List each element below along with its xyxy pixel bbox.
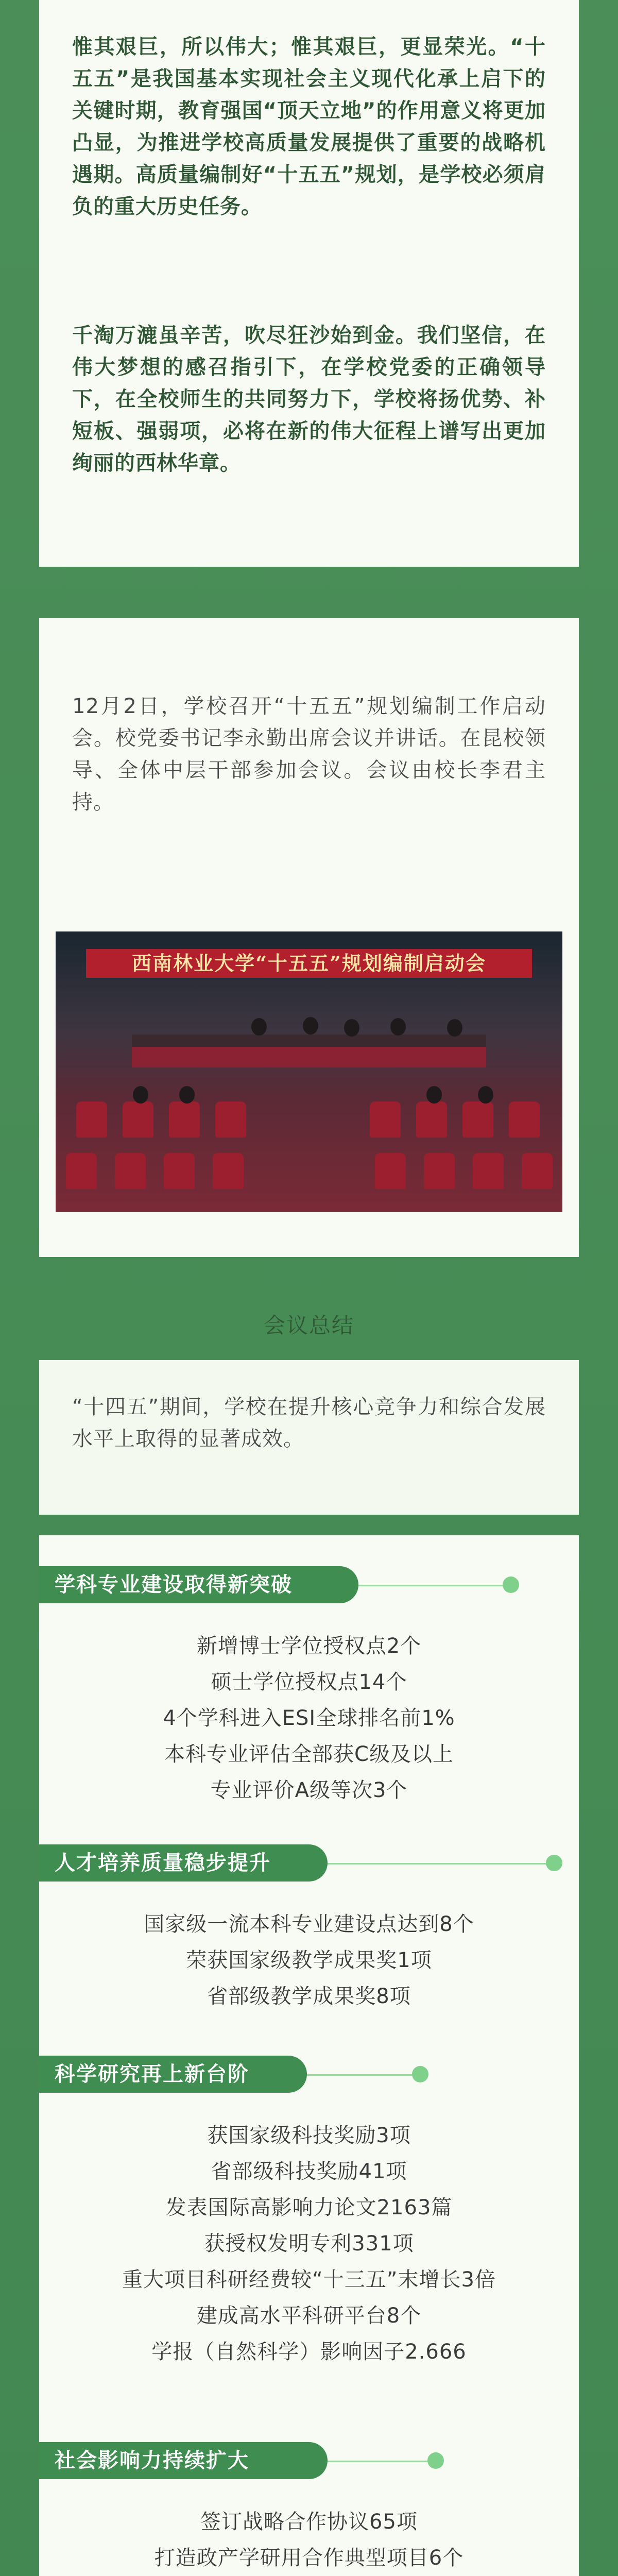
header-dot — [412, 2066, 428, 2082]
section-list — [39, 2504, 579, 2576]
section-list — [39, 2117, 579, 2370]
list-item: 发表国际高影响力论文2163篇 — [165, 2196, 453, 2219]
podium — [132, 1035, 487, 1047]
list-item: 新增博士学位授权点2个 — [196, 1634, 422, 1658]
list-item: 国家级一流本科专业建设点达到8个 — [144, 1912, 474, 1936]
list-item: 4个学科进入ESI全球排名前1% — [163, 1706, 455, 1730]
header-dot — [503, 1577, 519, 1593]
seat-row — [56, 1153, 562, 1189]
person-head — [133, 1086, 148, 1104]
photo-banner: 西南林业大学“十五五”规划编制启动会 — [86, 949, 532, 978]
section-header: 社会影响力持续扩大 — [39, 2442, 328, 2479]
list-item: 建成高水平科研平台8个 — [196, 2304, 422, 2328]
list-item: 签订战略合作协议65项 — [200, 2510, 418, 2534]
section-header: 科学研究再上新台阶 — [39, 2056, 307, 2093]
person-head — [478, 1086, 493, 1104]
person-head — [344, 1019, 359, 1037]
list-item: 打造政产学研用合作典型项目6个 — [154, 2546, 464, 2570]
header-dot — [546, 1855, 562, 1871]
seat-row — [56, 1101, 562, 1138]
section-header: 学科专业建设取得新突破 — [39, 1566, 358, 1603]
meeting-photo — [56, 931, 562, 1212]
summary-intro: “十四五”期间，学校在提升核心竞争力和综合发展水平上取得的显著成效。 — [72, 1395, 546, 1451]
person-head — [303, 1017, 318, 1035]
person-head — [390, 1018, 406, 1036]
person-head — [179, 1086, 195, 1104]
header-dot — [427, 2452, 444, 2469]
header-line — [328, 2461, 431, 2462]
list-item: 省部级科技奖励41项 — [211, 2160, 407, 2183]
list-item: 获国家级科技奖励3项 — [207, 2124, 411, 2147]
section-list — [39, 1628, 579, 1808]
list-item: 荣获国家级教学成果奖1项 — [186, 1948, 432, 1972]
list-item: 重大项目科研经费较“十三五”末增长3倍 — [122, 2268, 496, 2292]
header-line — [358, 1585, 508, 1586]
list-item: 学报（自然科学）影响因子2.666 — [151, 2340, 467, 2364]
list-item: 获授权发明专利331项 — [204, 2232, 414, 2256]
intro-paragraph-1: 惟其艰巨，所以伟大；惟其艰巨，更显荣光。“十五五”是我国基本实现社会主义现代化承上启下的关键时期，教育强国“顶天立地”的作用意义将更加凸显，为推进学校高质量发展提供了重要的战略机遇期。高质量编制好“十五五”规划，是学校必须肩负的重大历史任务。 — [72, 35, 546, 218]
list-item: 专业评价A级等次3个 — [210, 1778, 408, 1802]
meeting-text: 12月2日，学校召开“十五五”规划编制工作启动会。校党委书记李永勤出席会议并讲话。在昆校领导、全体中层干部参加会议。会议由校长李君主持。 — [72, 694, 546, 814]
list-item: 本科专业评估全部获C级及以上 — [164, 1742, 454, 1766]
section-header: 人才培养质量稳步提升 — [39, 1844, 328, 1882]
header-line — [307, 2074, 415, 2076]
header-line — [328, 1863, 549, 1865]
list-item: 硕士学位授权点14个 — [211, 1670, 407, 1694]
section-list — [39, 1906, 579, 2014]
person-head — [426, 1086, 442, 1104]
intro-paragraph-2: 千淘万漉虽辛苦，吹尽狂沙始到金。我们坚信，在伟大梦想的感召指引下，在学校党委的正确领导下，在全校师生的共同努力下，学校将扬优势、补短板、强弱项，必将在新的伟大征程上谱写出更加绚丽的西林华章。 — [72, 324, 546, 475]
person-head — [447, 1019, 462, 1037]
podium-cloth — [132, 1047, 487, 1067]
summary-title: 会议总结 — [263, 1313, 354, 1338]
person-head — [251, 1018, 267, 1036]
list-item: 省部级教学成果奖8项 — [207, 1985, 411, 2008]
